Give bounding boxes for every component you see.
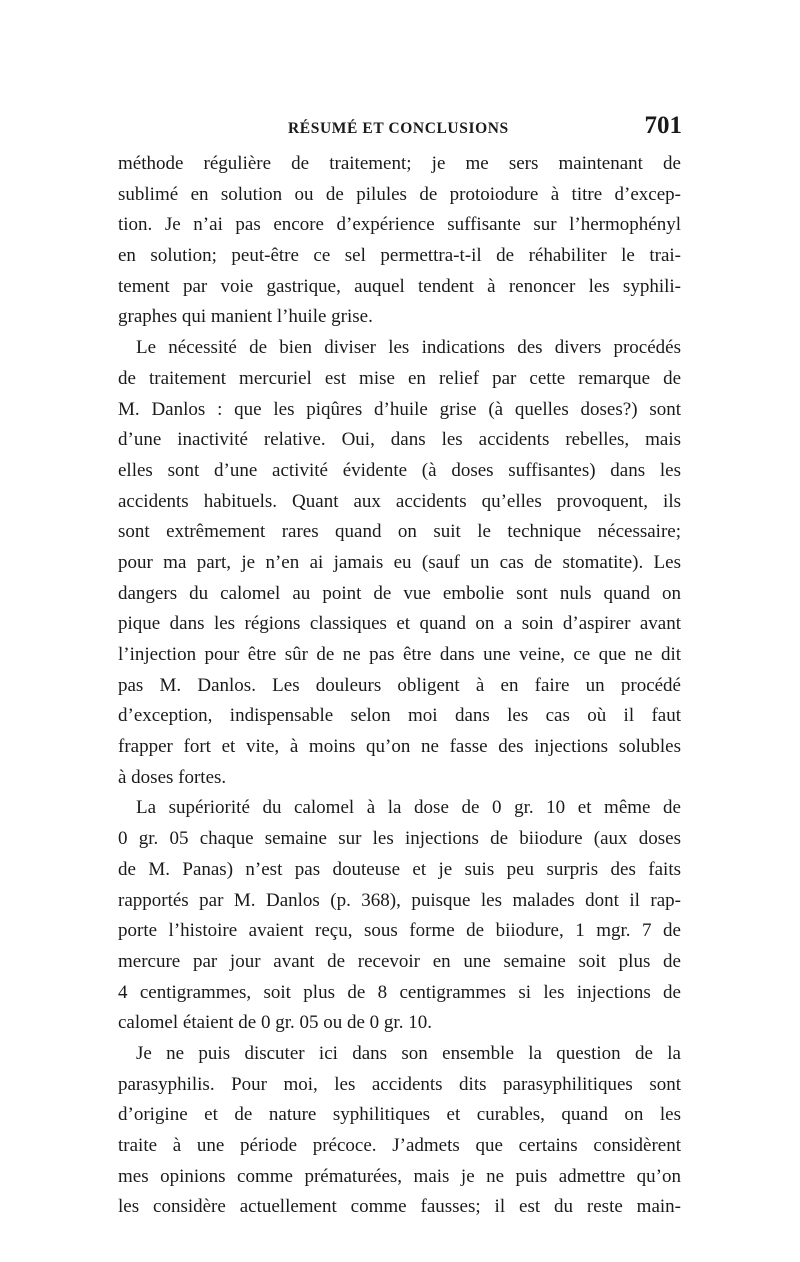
text-line: 0 gr. 05 chaque semaine sur les injections de biiodure (aux doses [118, 828, 681, 850]
text-line: Je ne puis discuter ici dans son ensemble la question de la [136, 1042, 681, 1064]
text-line: tion. Je n’ai pas encore d’expérience suffisante sur l’hermophényl [118, 214, 681, 236]
text-line: rapportés par M. Danlos (p. 368), puisque les malades dont il rap- [118, 889, 681, 911]
text-line: pour ma part, je n’en ai jamais eu (sauf un cas de stomatite). Les [118, 551, 681, 573]
text-line: d’exception, indispensable selon moi dans les cas où il faut [118, 705, 681, 727]
text-line: graphes qui manient l’huile grise. [118, 306, 373, 328]
page-number: 701 [644, 112, 682, 139]
text-line: 4 centigrammes, soit plus de 8 centigrammes si les injections de [118, 981, 681, 1003]
running-head [117, 112, 682, 144]
text-line: parasyphilis. Pour moi, les accidents dits parasyphilitiques sont [118, 1073, 681, 1095]
text-line: elles sont d’une activité évidente (à doses suffisantes) dans les [118, 459, 681, 481]
text-line: La supériorité du calomel à la dose de 0 gr. 10 et même de [136, 797, 681, 819]
text-line: en solution; peut-être ce sel permettra-t-il de réhabiliter le trai- [118, 245, 681, 267]
text-line: traite à une période précoce. J’admets que certains considèrent [118, 1135, 681, 1156]
text-line: sublimé en solution ou de pilules de protoiodure à titre d’excep- [118, 183, 681, 205]
text-line: à doses fortes. [118, 766, 227, 788]
running-title: RÉSUMÉ ET CONCLUSIONS [288, 120, 509, 137]
text-line: dangers du calomel au point de vue embolie sont nuls quand on [118, 582, 681, 604]
text-line: méthode régulière de traitement; je me sers maintenant de [118, 153, 681, 174]
text-line: de M. Panas) n’est pas douteuse et je suis peu surpris des faits [118, 858, 681, 880]
text-line: d’origine et de nature syphilitiques et curables, quand on les [118, 1104, 681, 1126]
text-line: d’une inactivité relative. Oui, dans les accidents rebelles, mais [118, 429, 681, 451]
text-line: porte l’histoire avaient reçu, sous forme de biiodure, 1 mgr. 7 de [118, 920, 681, 942]
text-line: tement par voie gastrique, auquel tendent à renoncer les syphili- [118, 275, 681, 297]
text-line: mercure par jour avant de recevoir en une semaine soit plus de [118, 950, 681, 972]
text-line: M. Danlos : que les piqûres d’huile grise (à quelles doses?) sont [118, 398, 681, 420]
text-line: mes opinions comme prématurées, mais je ne puis admettre qu’on [118, 1165, 681, 1187]
text-line: Le nécessité de bien diviser les indications des divers procédés [136, 337, 681, 359]
body-text [118, 149, 681, 1223]
text-line: sont extrêmement rares quand on suit le technique nécessaire; [118, 521, 681, 543]
text-line: calomel étaient de 0 gr. 05 ou de 0 gr. 10. [118, 1012, 432, 1034]
text-line: accidents habituels. Quant aux accidents qu’elles provoquent, ils [118, 490, 681, 512]
text-line: pas M. Danlos. Les douleurs obligent à en faire un procédé [118, 674, 681, 696]
text-line: de traitement mercuriel est mise en relief par cette remarque de [118, 367, 681, 389]
text-line: les considère actuellement comme fausses; il est du reste main- [118, 1196, 681, 1218]
text-line: pique dans les régions classiques et quand on a soin d’aspirer avant [118, 613, 681, 635]
text-line: frapper fort et vite, à moins qu’on ne fasse des injections solubles [118, 736, 681, 758]
text-line: l’injection pour être sûr de ne pas être dans une veine, ce que ne dit [118, 644, 681, 665]
